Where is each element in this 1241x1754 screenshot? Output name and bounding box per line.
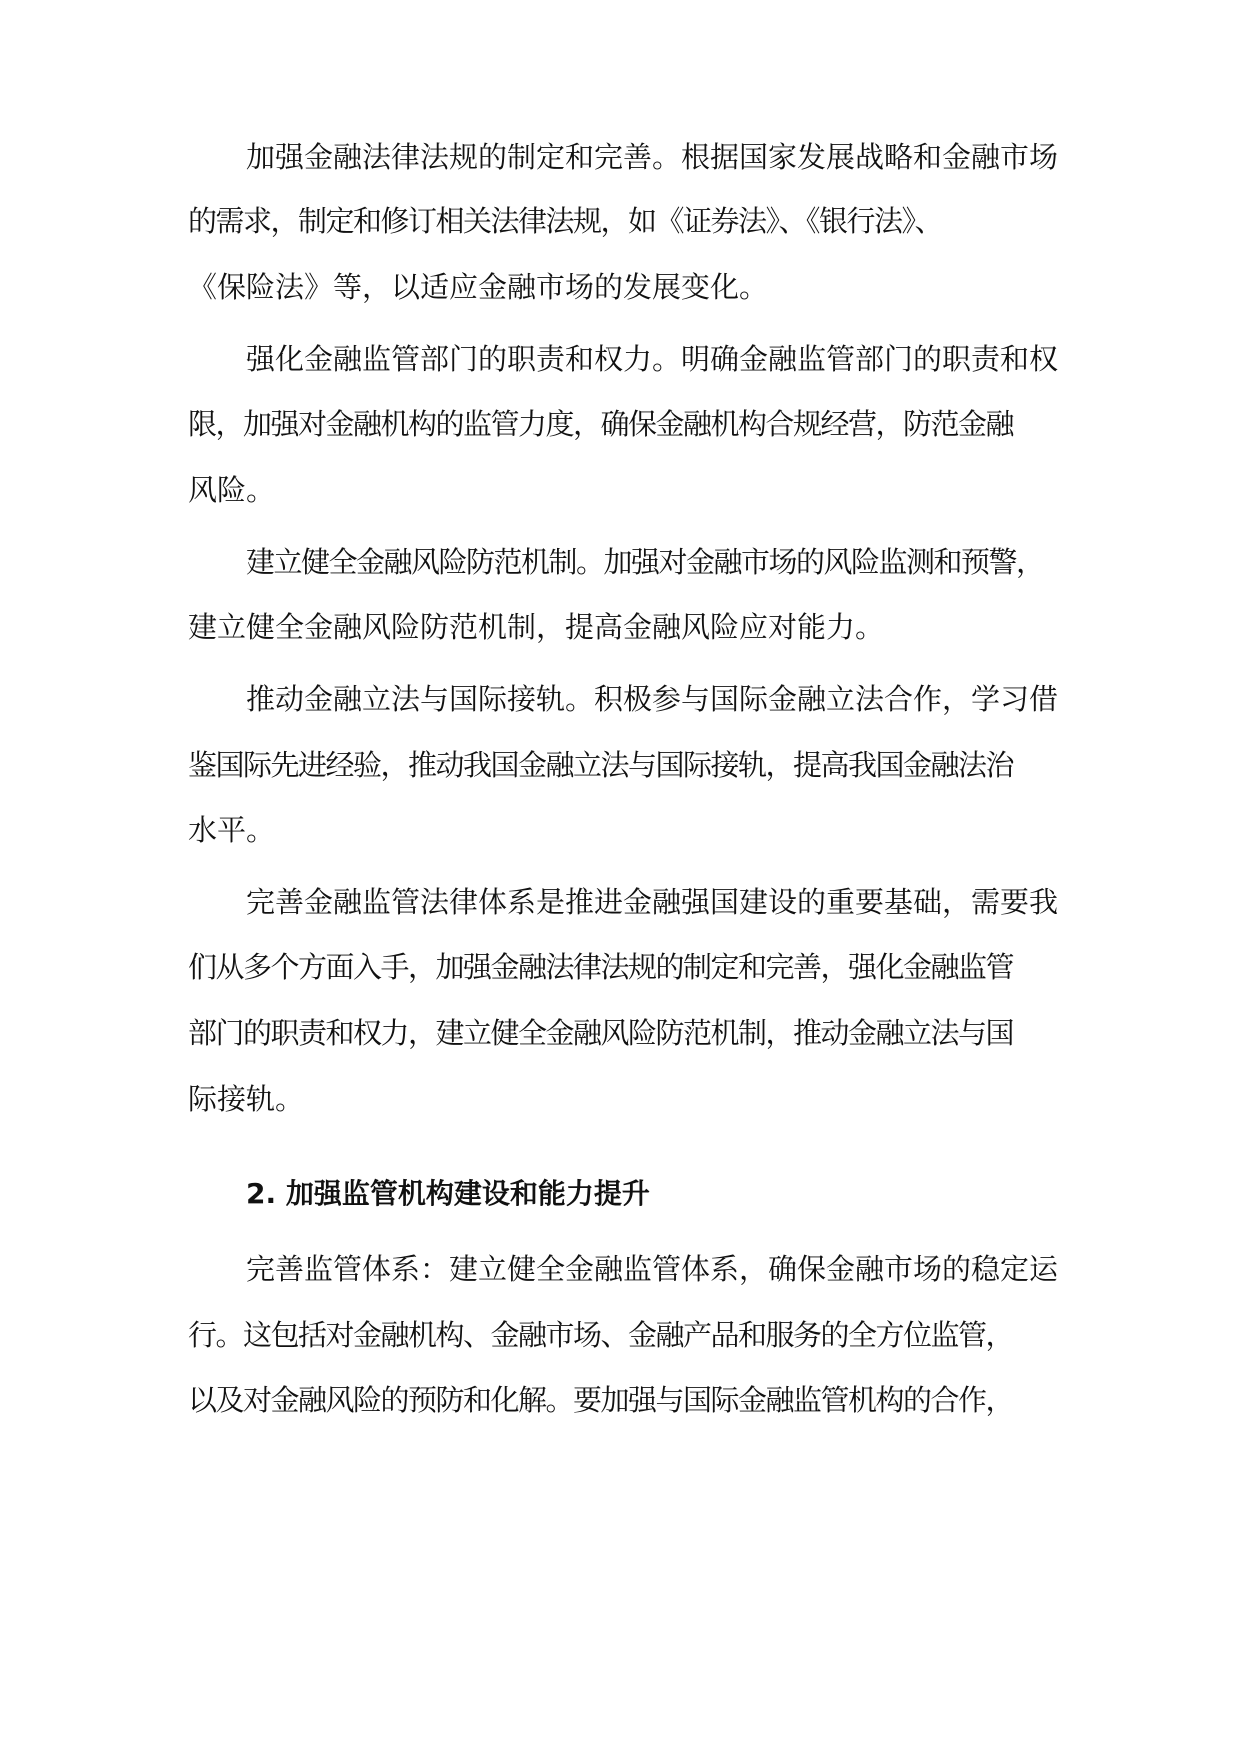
- paragraph-line: 强化金融监管部门的职责和权力。明确金融监管部门的职责和权: [246, 342, 1059, 376]
- paragraph-line: 《保险法》等，以适应金融市场的发展变化。: [188, 270, 769, 304]
- paragraph-line: 完善金融监管法律体系是推进金融强国建设的重要基础，需要我: [246, 885, 1059, 919]
- paragraph-line: 的需求，制定和修订相关法律法规，如《证券法》、《银行法》、: [188, 204, 943, 238]
- paragraph-line: 建立健全金融风险防范机制，提高金融风险应对能力。: [188, 610, 885, 644]
- paragraph-line: 部门的职责和权力，建立健全金融风险防范机制，推动金融立法与国: [188, 1016, 1014, 1050]
- paragraph-line: 以及对金融风险的预防和化解。要加强与国际金融监管机构的合作，: [188, 1383, 1014, 1417]
- paragraph-line: 风险。: [188, 473, 276, 507]
- paragraph-line: 际接轨。: [188, 1082, 305, 1116]
- paragraph-line: 限，加强对金融机构的监管力度，确保金融机构合规经营，防范金融: [188, 407, 1014, 441]
- paragraph-line: 完善监管体系：建立健全金融监管体系，确保金融市场的稳定运: [246, 1252, 1059, 1286]
- paragraph-line: 推动金融立法与国际接轨。积极参与国际金融立法合作，学习借: [246, 682, 1059, 716]
- paragraph-line: 们从多个方面入手，加强金融法律法规的制定和完善，强化金融监管: [188, 950, 1014, 984]
- paragraph-line: 行。这包括对金融机构、金融市场、金融产品和服务的全方位监管，: [188, 1318, 1014, 1352]
- paragraph-line: 建立健全金融风险防范机制。加强对金融市场的风险监测和预警，: [246, 545, 1044, 579]
- section-heading: 2. 加强监管机构建设和能力提升: [246, 1177, 650, 1210]
- paragraph-line: 加强金融法律法规的制定和完善。根据国家发展战略和金融市场: [246, 140, 1059, 174]
- paragraph-line: 鉴国际先进经验，推动我国金融立法与国际接轨，提高我国金融法治: [188, 748, 1014, 782]
- paragraph-line: 水平。: [188, 813, 276, 847]
